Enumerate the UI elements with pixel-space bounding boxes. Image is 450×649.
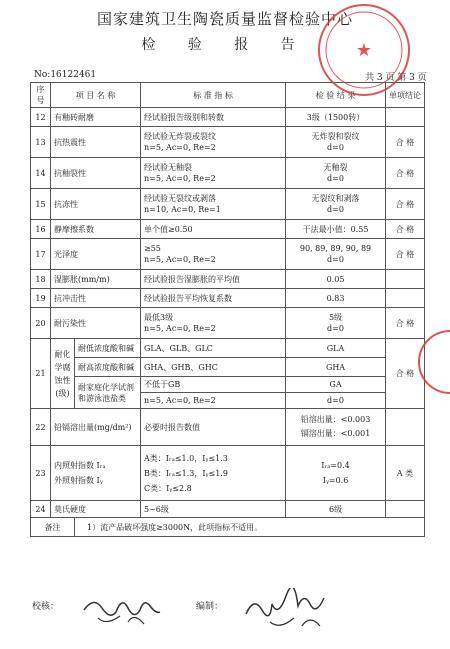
row-standard bbox=[141, 127, 286, 158]
row-result bbox=[286, 189, 386, 220]
sub-item-name-line: 和游泳池盐类 bbox=[78, 393, 126, 403]
item-name-line: 外照射指数 Iᵧ bbox=[54, 476, 103, 485]
row-number: 13 bbox=[31, 127, 51, 158]
row-standard bbox=[141, 270, 286, 289]
result-line: 无炸裂和裂纹 bbox=[311, 132, 360, 141]
table-row bbox=[31, 239, 425, 270]
checker-label: 校核： bbox=[32, 602, 60, 612]
row-number: 17 bbox=[31, 239, 51, 270]
checker-signature bbox=[78, 588, 168, 632]
table-row bbox=[31, 358, 425, 377]
sub-item-name: 耐低浓度酸和碱 bbox=[75, 339, 141, 358]
row-conclusion: 合 格 bbox=[386, 239, 425, 270]
table-row bbox=[31, 158, 425, 189]
row-conclusion: 合 格 bbox=[386, 158, 425, 189]
table-row bbox=[31, 220, 425, 239]
table-row bbox=[31, 377, 425, 393]
note-row bbox=[31, 518, 425, 537]
row-result bbox=[286, 409, 386, 446]
chem-group-line: (级) bbox=[55, 388, 70, 398]
sub-item-result: GLA bbox=[286, 339, 386, 358]
report-number: No:16122461 bbox=[34, 70, 97, 80]
row-result bbox=[286, 239, 386, 270]
item-name-line: 内照射指数 Iᵣₐ bbox=[54, 461, 106, 470]
standard-line: n=5, Ac=0, Re=2 bbox=[144, 324, 216, 333]
sub-item-standard: GLA、GLB、GLC bbox=[141, 339, 286, 358]
header-item: 项 目 名 称 bbox=[51, 83, 141, 108]
result-line: 镉溶出量：<0.001 bbox=[300, 429, 371, 438]
row-conclusion: 合 格 bbox=[386, 220, 425, 239]
row-standard bbox=[141, 108, 286, 127]
row-standard bbox=[141, 220, 286, 239]
table-row bbox=[31, 189, 425, 220]
table-row bbox=[31, 339, 425, 358]
row-result bbox=[286, 289, 386, 308]
standard-line: 最低3级 bbox=[144, 313, 174, 322]
header-conclusion: 单项结论 bbox=[386, 83, 425, 108]
note-label: 备注 bbox=[31, 518, 75, 537]
row-number: 14 bbox=[31, 158, 51, 189]
sub-item-result: GA bbox=[286, 377, 386, 393]
row-result bbox=[286, 158, 386, 189]
standard-line: n=10, Ac=0, Re=1 bbox=[144, 205, 221, 214]
editor-label: 编制： bbox=[196, 602, 224, 612]
standard-line: n=5, Ac=0, Re=2 bbox=[144, 255, 216, 264]
result-line: d=0 bbox=[327, 324, 344, 333]
row-standard bbox=[141, 308, 286, 339]
row-item-name: 光泽度 bbox=[51, 239, 141, 270]
row-result bbox=[286, 127, 386, 158]
page-count: 共 3 页 第 3 页 bbox=[365, 73, 427, 83]
row-standard bbox=[141, 158, 286, 189]
table-row bbox=[31, 127, 425, 158]
row-result bbox=[286, 220, 386, 239]
row-item-name: 抗冻性 bbox=[51, 189, 141, 220]
table-row bbox=[31, 501, 425, 518]
header-no: 序号 bbox=[31, 83, 51, 108]
table-row bbox=[31, 308, 425, 339]
result-line: 无裂纹和剥落 bbox=[311, 194, 360, 203]
row-item-name bbox=[51, 446, 141, 501]
result-line: 0.05 bbox=[326, 274, 345, 284]
result-line: 无釉裂 bbox=[323, 163, 348, 172]
row-conclusion bbox=[386, 289, 425, 308]
result-line: 干法最小值：0.55 bbox=[302, 224, 369, 234]
row-item-name: 抗热震性 bbox=[51, 127, 141, 158]
sub-item-standard: 不低于GB bbox=[141, 377, 286, 393]
row-standard bbox=[141, 289, 286, 308]
row-number: 12 bbox=[31, 108, 51, 127]
row-conclusion: 合 格 bbox=[386, 339, 425, 409]
result-line: d=0 bbox=[327, 143, 344, 152]
sub-item-name: 耐高浓度酸和碱 bbox=[75, 358, 141, 377]
report-title: 国家建筑卫生陶瓷质量监督检验中心 bbox=[96, 10, 353, 28]
row-conclusion: 合 格 bbox=[386, 189, 425, 220]
row-result bbox=[286, 108, 386, 127]
row-number: 15 bbox=[31, 189, 51, 220]
inspection-table bbox=[30, 82, 425, 537]
row-item-name: 莫氏硬度 bbox=[51, 501, 141, 518]
standard-line: 经试验报告级别和转数 bbox=[144, 112, 225, 122]
row-result bbox=[286, 446, 386, 501]
row-standard: 5~6级 bbox=[141, 501, 286, 518]
standard-line: B类：Iᵣₐ≤1.3，Iᵧ≤1.9 bbox=[144, 468, 228, 478]
sub-item-standard: GHA、GHB、GHC bbox=[141, 358, 286, 377]
sub-item-result: d=0 bbox=[286, 393, 386, 409]
table-row bbox=[31, 409, 425, 446]
row-item-name: 耐污染性 bbox=[51, 308, 141, 339]
chem-group-line: 学腐 bbox=[54, 362, 71, 372]
row-standard bbox=[141, 239, 286, 270]
note-text: 1）流产品破坏强度≥3000N，此项指标不适用。 bbox=[75, 518, 425, 537]
result-line: d=0 bbox=[327, 205, 344, 214]
sub-item-standard: n=5, Ac=0, Re=2 bbox=[141, 393, 286, 409]
chem-group-line: 耐化 bbox=[54, 349, 71, 359]
standard-line: 经试验无炸裂或裂纹 bbox=[144, 132, 217, 141]
row-item-name: 有釉砖耐磨 bbox=[51, 108, 141, 127]
row-conclusion bbox=[386, 409, 425, 446]
row-conclusion: A 类 bbox=[386, 446, 425, 501]
row-number: 19 bbox=[31, 289, 51, 308]
table-row bbox=[31, 270, 425, 289]
row-standard bbox=[141, 189, 286, 220]
row-conclusion: 合 格 bbox=[386, 308, 425, 339]
official-seal bbox=[318, 4, 410, 96]
standard-line: C类：Iᵧ≤2.8 bbox=[144, 483, 192, 493]
sub-item-name bbox=[75, 377, 141, 409]
row-number: 16 bbox=[31, 220, 51, 239]
svg-text:★: ★ bbox=[355, 40, 373, 61]
row-item-name: 抗冲击性 bbox=[51, 289, 141, 308]
result-line: 3级（1500转） bbox=[306, 112, 365, 122]
chem-group-label bbox=[51, 339, 75, 409]
row-item-name: 铅镉溶出量(mg/dm²) bbox=[51, 409, 141, 446]
row-number: 24 bbox=[31, 501, 51, 518]
row-result bbox=[286, 270, 386, 289]
standard-line: ≥55 bbox=[144, 244, 161, 253]
row-standard: 必要时报告数值 bbox=[141, 409, 286, 446]
table-row bbox=[31, 446, 425, 501]
standard-line: 经试验报告湿膨胀的平均值 bbox=[144, 274, 241, 284]
standard-line: 经试验无裂纹或剥落 bbox=[144, 194, 217, 203]
row-conclusion bbox=[386, 108, 425, 127]
result-line: d=0 bbox=[327, 255, 344, 264]
seal-icon bbox=[320, 6, 408, 94]
result-line: 5级 bbox=[328, 313, 343, 322]
report-subtitle: 检 验 报 告 bbox=[141, 37, 309, 53]
chem-group-line: 蚀性 bbox=[54, 375, 71, 385]
result-line: Iᵧ=0.6 bbox=[322, 476, 349, 485]
row-item-name: 静摩擦系数 bbox=[51, 220, 141, 239]
row-number: 23 bbox=[31, 446, 51, 501]
table-row bbox=[31, 108, 425, 127]
row-conclusion bbox=[386, 270, 425, 289]
row-item-name: 抗釉裂性 bbox=[51, 158, 141, 189]
row-result bbox=[286, 308, 386, 339]
result-line: Iᵣₐ=0.4 bbox=[321, 461, 350, 470]
table-row bbox=[31, 289, 425, 308]
row-number: 18 bbox=[31, 270, 51, 289]
row-standard bbox=[141, 446, 286, 501]
result-line: 0.83 bbox=[326, 293, 345, 303]
standard-line: A类：Iᵣₐ≤1.0，Iᵧ≤1.3 bbox=[144, 453, 228, 463]
sub-item-name-line: 耐家庭化学试剂 bbox=[78, 382, 134, 392]
row-conclusion bbox=[386, 501, 425, 518]
result-line: 90, 89, 89, 90, 89 bbox=[299, 244, 372, 253]
row-number: 22 bbox=[31, 409, 51, 446]
row-item-name: 湿膨胀(mm/m) bbox=[51, 270, 141, 289]
row-result: 6级 bbox=[286, 501, 386, 518]
editor-signature bbox=[240, 588, 340, 634]
sub-item-result: GHA bbox=[286, 358, 386, 377]
header-standard: 标 准 指 标 bbox=[141, 83, 286, 108]
row-number: 20 bbox=[31, 308, 51, 339]
standard-line: n=5, Ac=0, Re=2 bbox=[144, 143, 216, 152]
standard-line: 经试验报告平均恢复系数 bbox=[144, 293, 233, 303]
result-line: d=0 bbox=[327, 174, 344, 183]
header-result: 检 验 结 果 bbox=[286, 83, 386, 108]
result-line: 铅溶出量：<0.003 bbox=[300, 415, 371, 424]
row-number: 21 bbox=[31, 339, 51, 409]
standard-line: 单个值≥0.50 bbox=[144, 224, 193, 234]
standard-line: n=5, Ac=0, Re=2 bbox=[144, 174, 216, 183]
row-conclusion: 合 格 bbox=[386, 127, 425, 158]
standard-line: 经试验无釉裂 bbox=[144, 163, 193, 172]
